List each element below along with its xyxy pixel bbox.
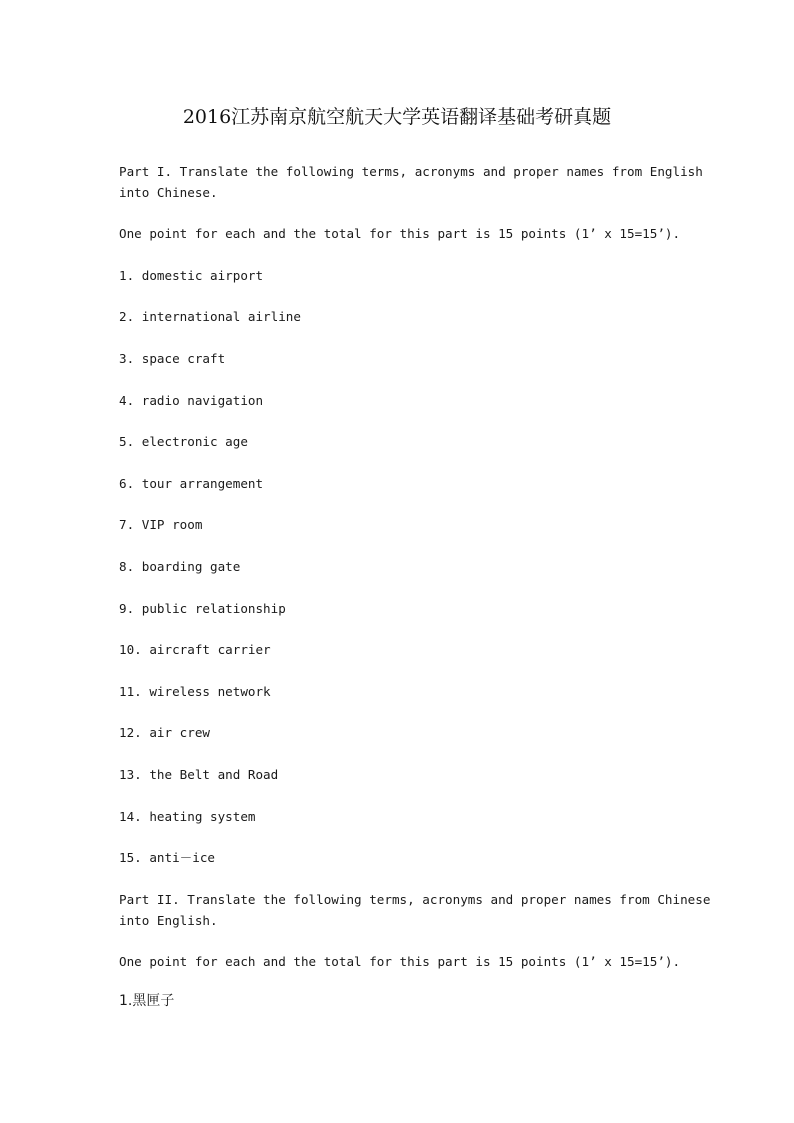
part1-item-4: 4. radio navigation bbox=[119, 393, 264, 408]
part1-item-12: 12. air crew bbox=[119, 725, 210, 740]
part1-item-2: 2. international airline bbox=[119, 309, 301, 324]
part1-item-13: 13. the Belt and Road bbox=[119, 767, 279, 782]
part1-heading-line2: into Chinese. bbox=[119, 185, 218, 200]
document-title: 2016江苏南京航空航天大学英语翻译基础考研真题 bbox=[182, 106, 612, 128]
part1-item-10: 10. aircraft carrier bbox=[119, 642, 271, 657]
part1-scoring: One point for each and the total for this part is 15 points (1’ x 15=15’). bbox=[119, 226, 681, 241]
part1-heading-line1: Part I. Translate the following terms, acronyms and proper names from English bbox=[119, 164, 703, 179]
part1-item-6: 6. tour arrangement bbox=[119, 476, 264, 491]
part2-heading-line1: Part II. Translate the following terms, acronyms and proper names from Chinese bbox=[119, 892, 711, 907]
part1-item-5: 5. electronic age bbox=[119, 434, 248, 449]
part2-item-1: 1.黑匣子 bbox=[119, 993, 175, 1009]
part1-item-8: 8. boarding gate bbox=[119, 559, 241, 574]
part1-item-7: 7. VIP room bbox=[119, 517, 203, 532]
part1-item-3: 3. space craft bbox=[119, 351, 226, 366]
part1-item-1: 1. domestic airport bbox=[119, 268, 264, 283]
part1-item-9: 9. public relationship bbox=[119, 601, 286, 616]
part1-item-14: 14. heating system bbox=[119, 809, 256, 824]
part1-item-11: 11. wireless network bbox=[119, 684, 271, 699]
part2-scoring: One point for each and the total for this part is 15 points (1’ x 15=15’). bbox=[119, 954, 681, 969]
part1-item-15: 15. anti－ice bbox=[119, 850, 215, 865]
part2-heading-line2: into English. bbox=[119, 913, 218, 928]
